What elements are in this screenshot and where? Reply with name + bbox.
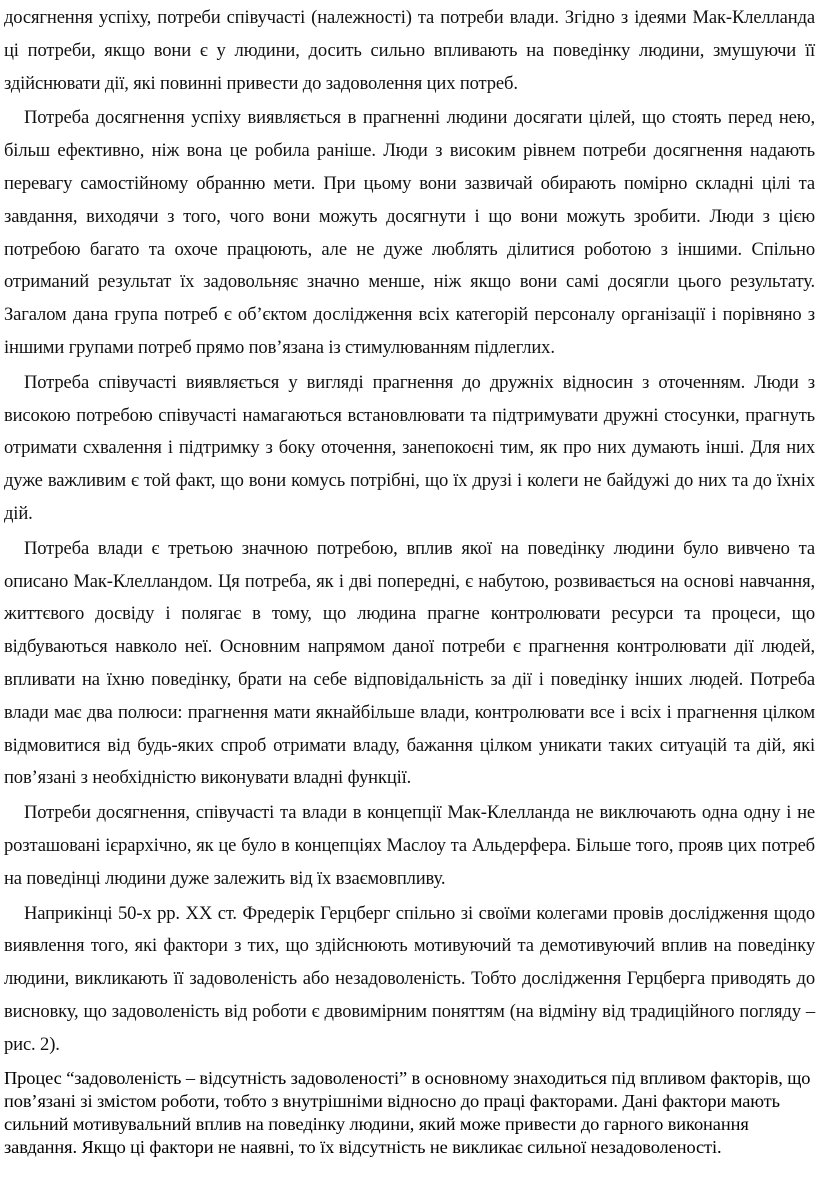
paragraph-achievement-need: Потреба досягнення успіху виявляється в прагненні людини досягати цілей, що стоять перед нею, більш ефективно, ніж вона це робила раніше. Люди з високим рівнем потреби досягнення надають перевагу самостійному обранню мети. При цьому вони зазвичай обирають помірно складні цілі та завдання, виходячи з того, чого вони можуть досягнути і що вони можуть зробити. Люди з цією потребою багато та охоче працюють, але не дуже люблять ділитися роботою з іншими. Спільно отриманий результат їх задовольняє значно менше, ніж якщо вони самі досягли цього результату. Загалом дана група потреб є об’єктом дослідження всіх категорій персоналу організації і порівняно з іншими групами потреб прямо пов’язана із стимулюванням підлеглих.: [4, 107, 815, 358]
paragraph-herzberg-study: Наприкінці 50-х рр. XX ст. Фредерік Герцберг спільно зі своїми колегами провів дослідження щодо виявлення того, які фактори з тих, що здійснюють мотивуючий та демотивуючий вплив на поведінку людини, викликають її задоволеність або незадоволеність. Тобто дослідження Герцберга приводять до висновку, що задоволеність від роботи є двовимірним поняттям (на відміну від традиційного погляду – рис. 2).: [4, 902, 815, 1055]
paragraph-power-need: Потреба влади є третьою значною потребою, вплив якої на поведінку людини було вивчено та описано Мак-Клелландом. Ця потреба, як і дві попередні, є набутою, розвивається на основі навчання, життєвого досвіду і полягає в тому, що людина прагне контролювати ресурси та процеси, що відбуваються навколо неї. Основним напрямом даної потреби є прагнення контролювати дії людей, впливати на їхню поведінку, брати на себе відповідальність за дії і поведінку інших людей. Потреба влади має два полюси: прагнення мати якнайбільше влади, контролювати все і всіх і прагнення цілком відмовитися від будь-яких спроб отримати владу, бажання цілком уникати таких ситуацій та дій, які пов’язані з необхідністю виконувати владні функції.: [4, 537, 815, 789]
paragraph-needs-intro: досягнення успіху, потреби співучасті (належності) та потреби влади. Згідно з ідеями Мак-Клелланда ці потреби, якщо вони є у людини, досить сильно впливають на поведінку людини, змушуючи її здійснювати дії, які повинні привести до задоволення цих потреб.: [4, 7, 815, 94]
paragraph-affiliation-need: Потреба співучасті виявляється у вигляді прагнення до дружніх відносин з оточенням. Люди з високою потребою співучасті намагаються встановлювати та підтримувати дружні стосунки, прагнуть отримати схвалення і підтримку з боку оточення, занепокоєні тим, як про них думають інші. Для них дуже важливим є той факт, що вони комусь потрібні, що їх друзі і колеги не байдужі до них та до їхніх дій.: [4, 371, 815, 524]
paragraph-satisfaction-process: Процес “задоволеність – відсутність задоволеності” в основному знаходиться під впливом факторів, що пов’язані зі змістом роботи, тобто з внутрішніми відносно до праці факторами. Дані фактори мають сильний мотивувальний вплив на поведінку людини, який може привести до гарного виконання завдання. Якщо ці фактори не наявні, то їх відсутність не викликає сильної незадоволеності.: [4, 1067, 811, 1157]
paragraph-needs-relation: Потреби досягнення, співучасті та влади в концепції Мак-Клелланда не виключають одна одну і не розташовані ієрархічно, як це було в концепціях Маслоу та Альдерфера. Більше того, прояв цих потреб на поведінці людини дуже залежить від їх взаємовпливу.: [4, 802, 815, 889]
